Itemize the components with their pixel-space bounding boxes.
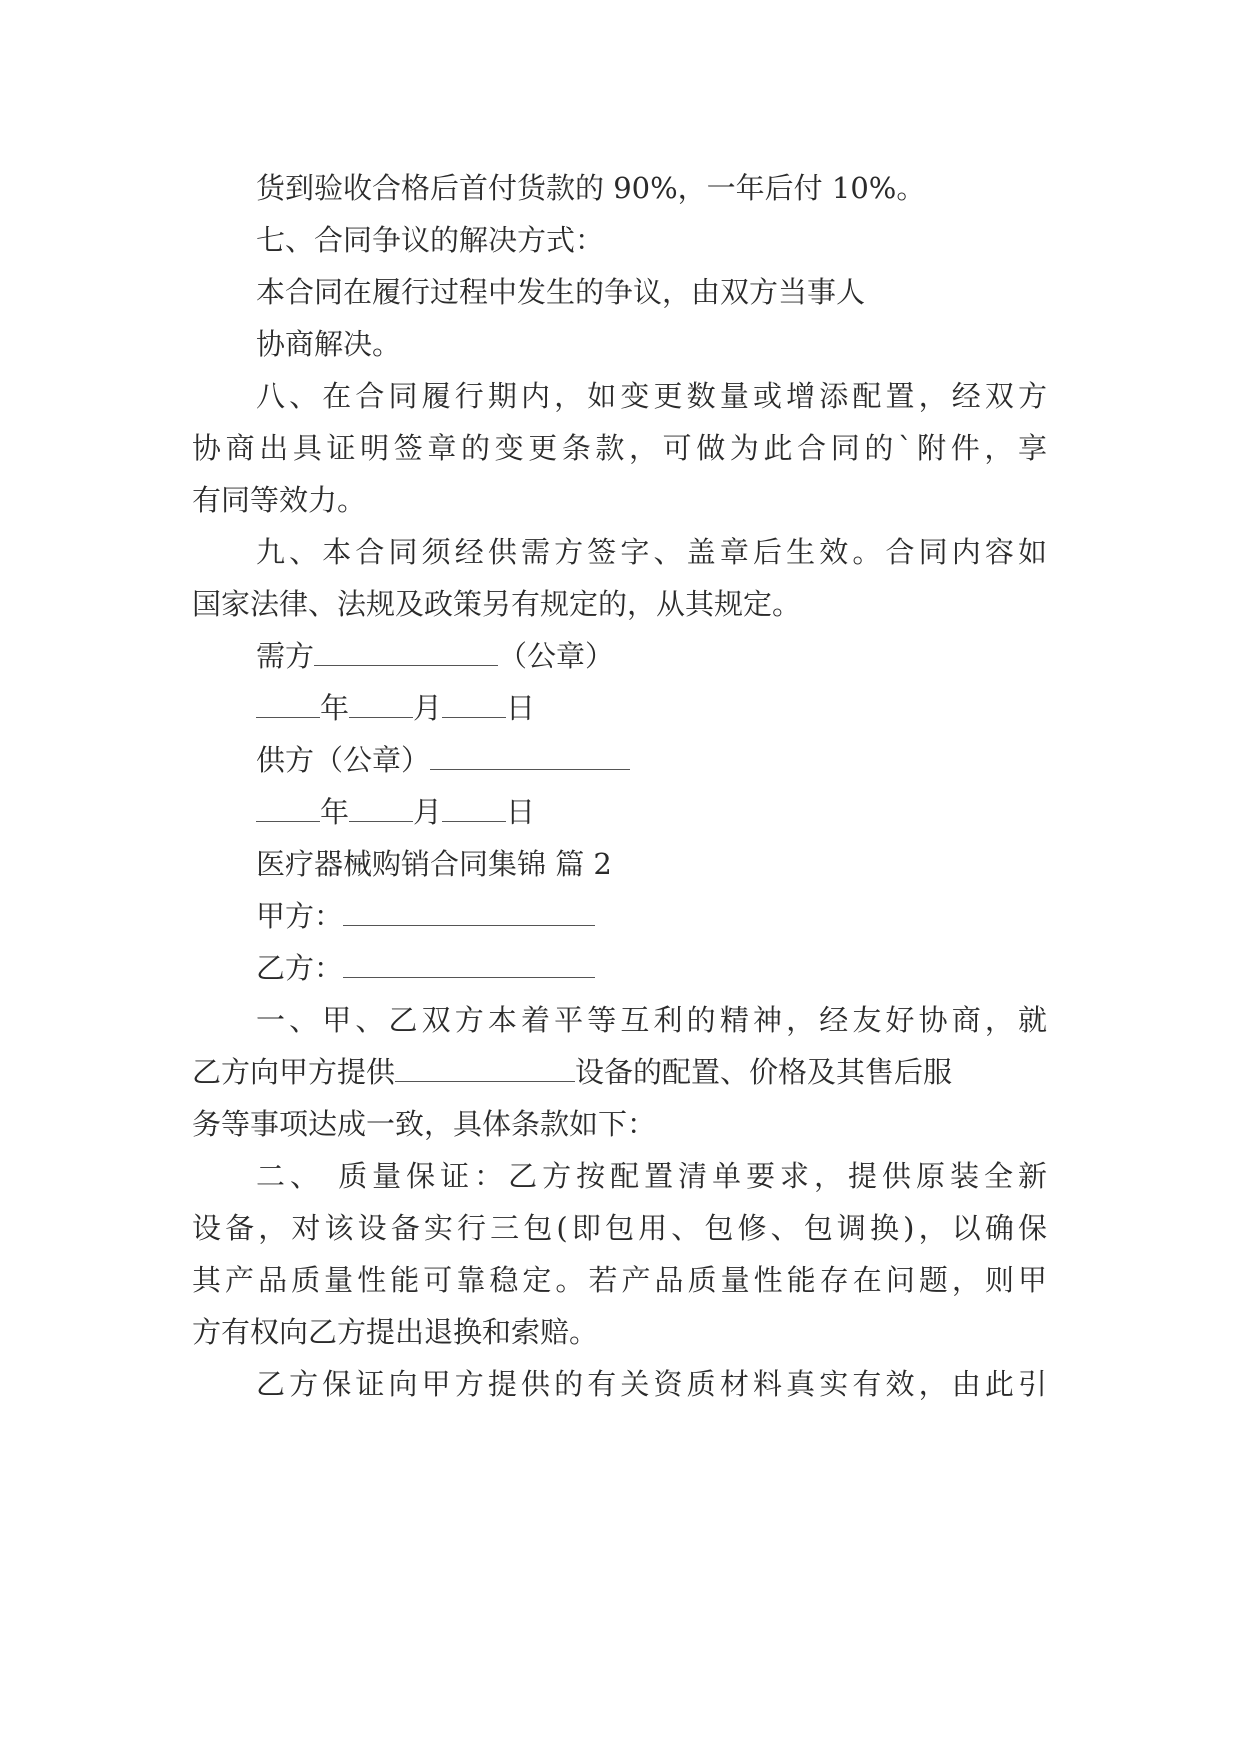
section-8-line-1 <box>256 376 1047 416</box>
clause-2-line-3 <box>192 1260 1047 1300</box>
buyer-blank <box>314 639 498 666</box>
text: 设备，对该设备实行三包(即包用、包修、包调换)，以确保 <box>192 1211 1047 1245</box>
section-9-line-2 <box>192 584 801 624</box>
text: 务等事项达成一致，具体条款如下： <box>192 1107 657 1141</box>
text: 二、 质量保证：乙方按配置清单要求，提供原装全新 <box>256 1159 1047 1193</box>
supplier-label: 供方（公章） <box>256 743 431 777</box>
buyer-label: 需方 <box>256 639 315 673</box>
part-2-title <box>256 844 612 884</box>
month-label: 月 <box>413 691 443 725</box>
day-label: 日 <box>506 795 536 829</box>
month-label: 月 <box>413 795 443 829</box>
text: 货到验收合格后首付货款的 90%，一年后付 10%。 <box>256 171 926 205</box>
party-b-label: 乙方： <box>256 951 344 985</box>
year-label: 年 <box>320 691 350 725</box>
text: 乙方保证向甲方提供的有关资质材料真实有效，由此引 <box>256 1367 1047 1401</box>
year-label: 年 <box>320 795 350 829</box>
month-blank <box>349 795 413 822</box>
text: 协商解决。 <box>256 327 402 361</box>
buyer-date-line <box>256 688 535 728</box>
text: 九、本合同须经供需方签字、盖章后生效。合同内容如 <box>256 535 1047 569</box>
day-blank <box>442 795 506 822</box>
party-a-blank <box>343 899 595 926</box>
section-9-line-1 <box>256 532 1047 572</box>
party-b-line <box>256 948 595 988</box>
party-b-blank <box>343 951 595 978</box>
clause-2-line-4 <box>192 1312 598 1352</box>
text: 医疗器械购销合同集锦 篇 2 <box>256 847 612 881</box>
day-label: 日 <box>506 691 536 725</box>
text: 八、在合同履行期内，如变更数量或增添配置，经双方 <box>256 379 1047 413</box>
supplier-signature-line <box>256 740 630 780</box>
text: 设备的配置、价格及其售后服 <box>575 1055 953 1089</box>
warranty-paragraph-line-1 <box>256 1364 1047 1404</box>
text: 有同等效力。 <box>192 483 367 517</box>
section-7-body-line-2 <box>256 324 401 364</box>
day-blank <box>442 691 506 718</box>
text: 方有权向乙方提出退换和索赔。 <box>192 1315 599 1349</box>
buyer-signature-line <box>256 636 614 676</box>
clause-2-line-2 <box>192 1208 1047 1248</box>
clause-2-line-1 <box>256 1156 1047 1196</box>
payment-terms-line <box>256 168 925 208</box>
text: 七、合同争议的解决方式： <box>256 223 605 257</box>
clause-1-line-1 <box>256 1000 1047 1040</box>
clause-1-line-2 <box>192 1052 952 1092</box>
supplier-blank <box>430 743 630 770</box>
section-8-line-3 <box>192 480 366 520</box>
year-blank <box>256 691 320 718</box>
text: 本合同在履行过程中发生的争议，由双方当事人 <box>256 275 866 309</box>
year-blank <box>256 795 320 822</box>
section-7-heading <box>256 220 604 260</box>
text: 一、甲、乙双方本着平等互利的精神，经友好协商，就 <box>256 1003 1047 1037</box>
section-8-line-2 <box>192 428 1047 468</box>
text: 其产品质量性能可靠稳定。若产品质量性能存在问题，则甲 <box>192 1263 1047 1297</box>
clause-1-line-3 <box>192 1104 656 1144</box>
party-a-line <box>256 896 595 936</box>
party-a-label: 甲方： <box>256 899 344 933</box>
section-7-body-line-1 <box>256 272 865 312</box>
seal-label: （公章） <box>498 639 615 673</box>
text: 乙方向甲方提供 <box>192 1055 396 1089</box>
text: 协商出具证明签章的变更条款，可做为此合同的`附件，享 <box>192 431 1047 465</box>
supplier-date-line <box>256 792 535 832</box>
month-blank <box>349 691 413 718</box>
text: 国家法律、法规及政策另有规定的，从其规定。 <box>192 587 802 621</box>
equipment-blank <box>395 1055 575 1082</box>
